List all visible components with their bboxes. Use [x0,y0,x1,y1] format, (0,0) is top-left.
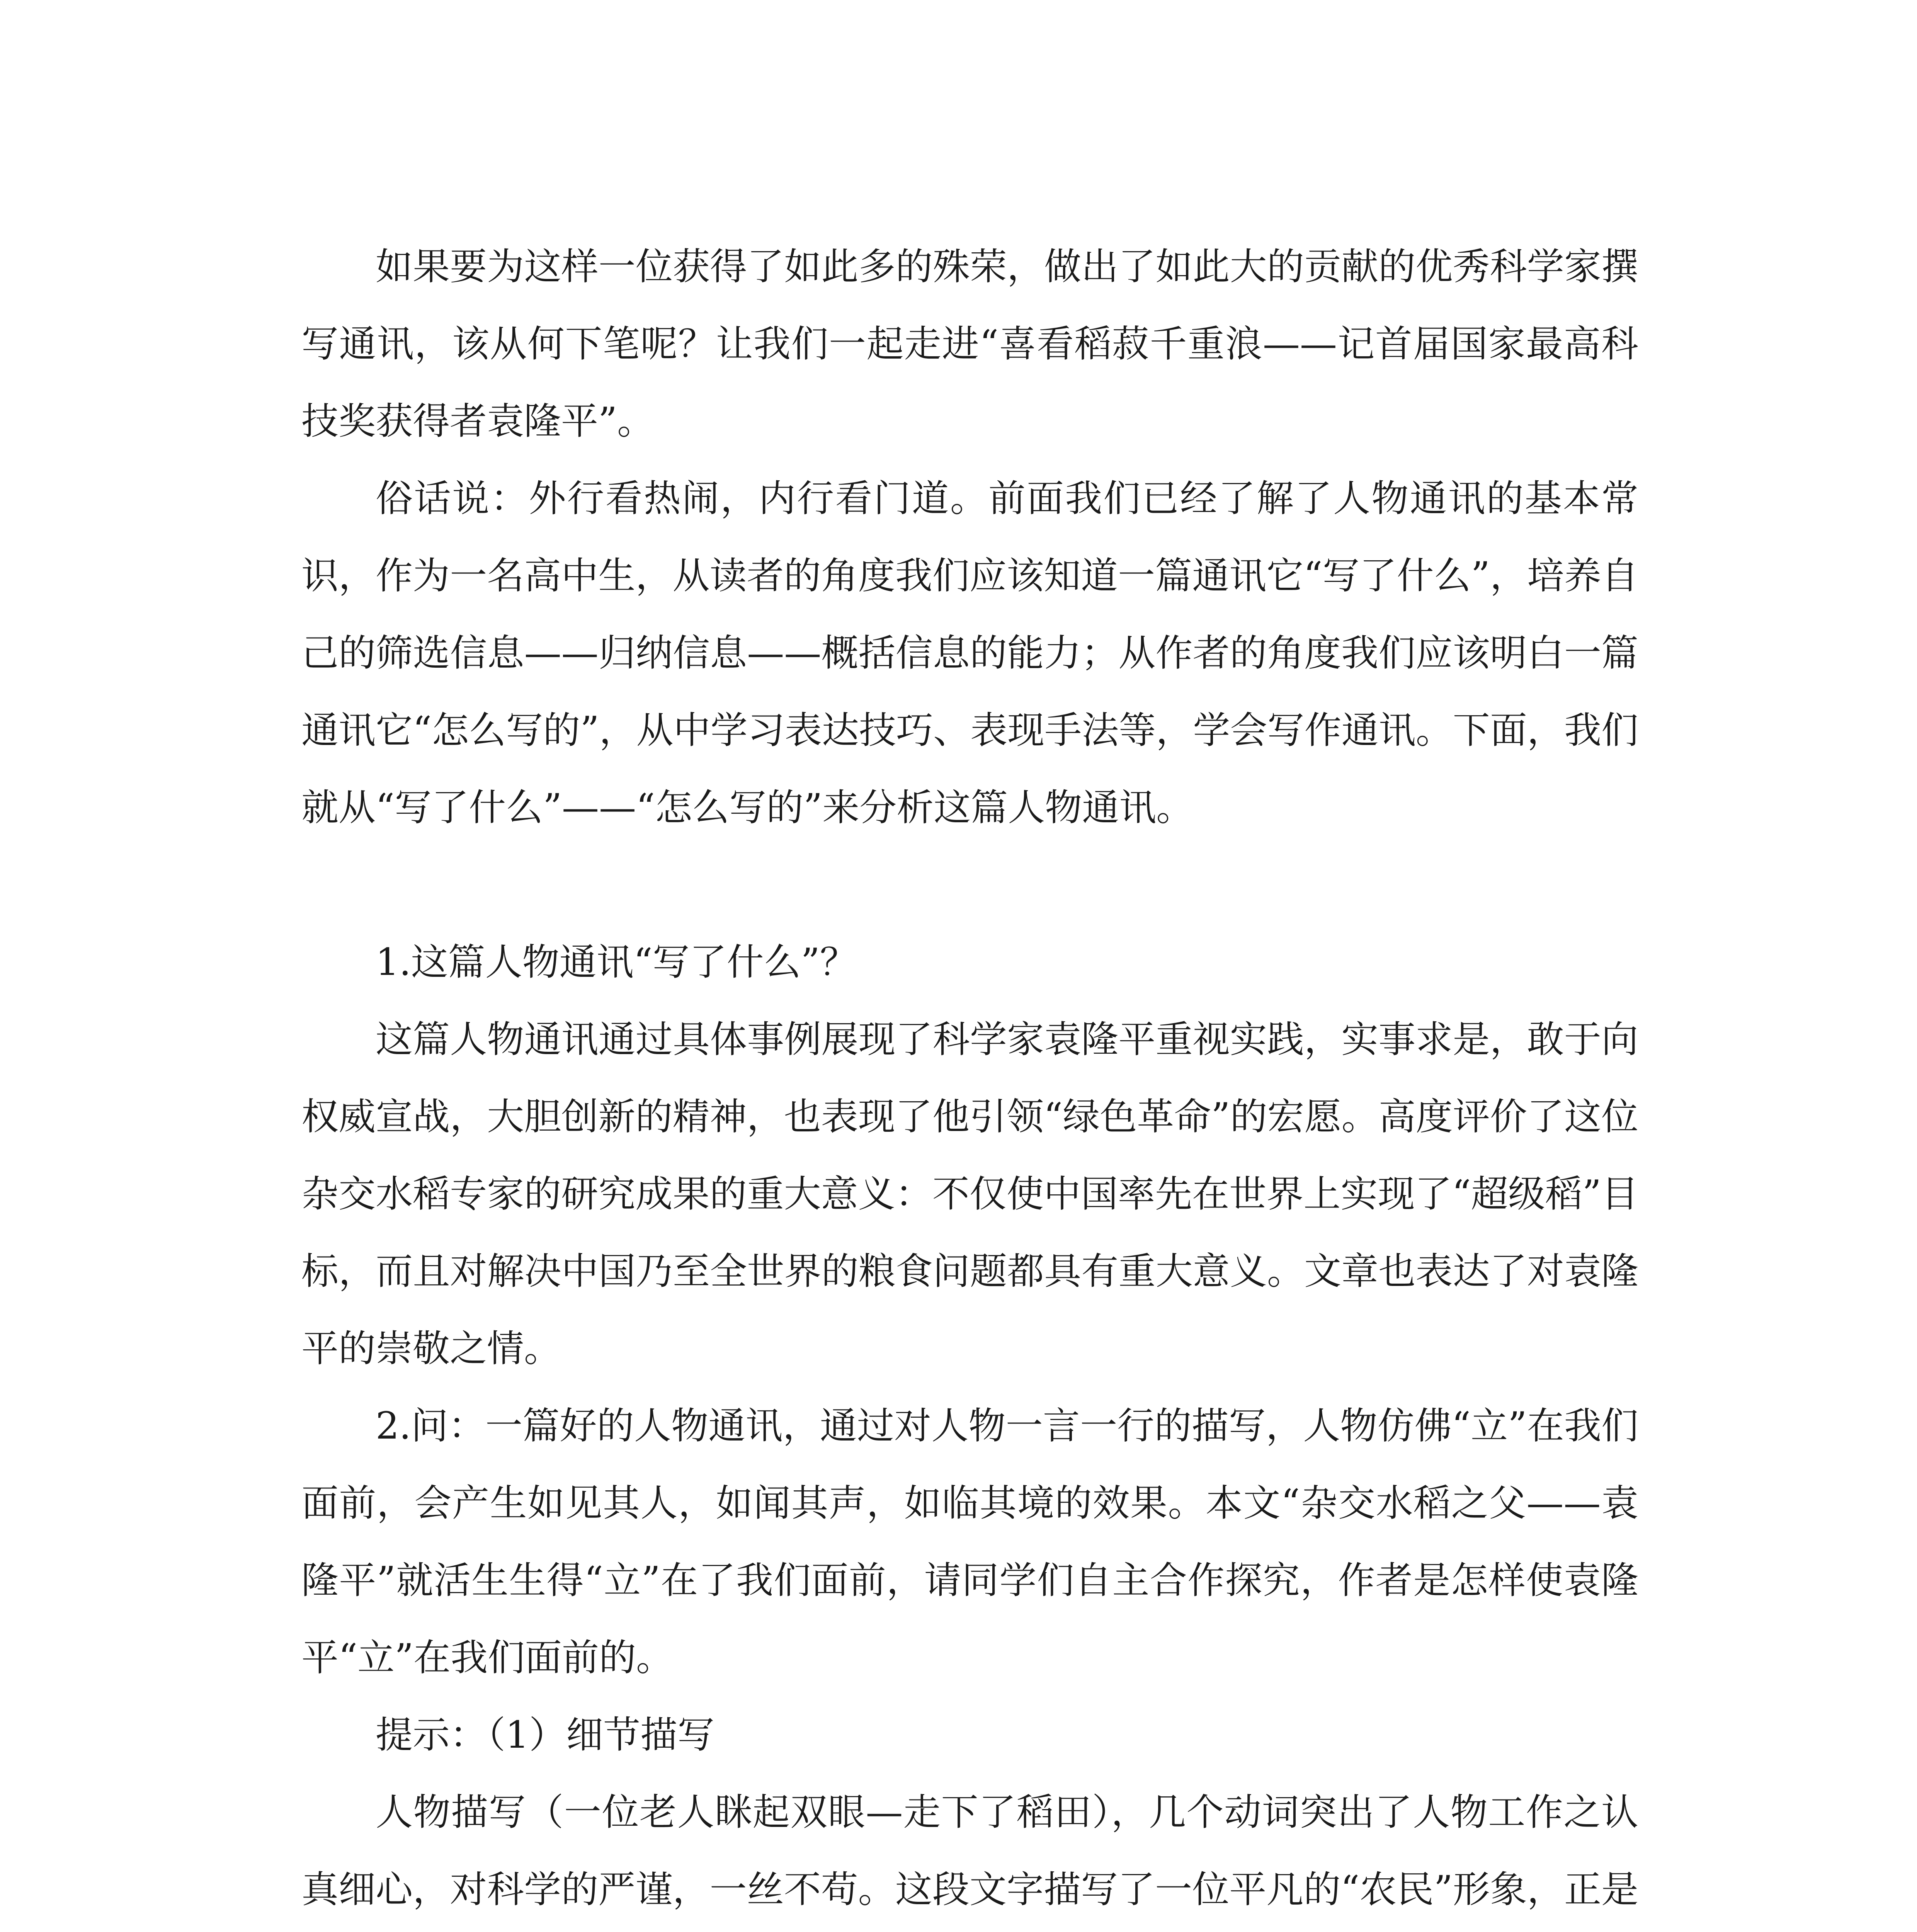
hint-heading: 提示：（1）细节描写 [376,1713,715,1757]
answer-1-paragraph: 这篇人物通讯通过具体事例展现了科学家袁隆平重视实践，实事求是，敢于向权威宣战，大胆创新的精神，也表现了他引领“绿色革命”的宏愿。高度评价了这位杂交水稻专家的研究成果的重大意义：不仅使中国率先在世界上实现了“超级稻”目标，而且对解决中国乃至全世界的粮食问题都具有重大意义。文章也表达了对袁隆平的崇敬之情。 [301,1018,1638,1370]
paragraph-proverb: 俗话说：外行看热闹，内行看门道。前面我们已经了解了人物通讯的基本常识，作为一名高中生，从读者的角度我们应该知道一篇通讯它“写了什么”，培养自己的筛选信息——归纳信息——概括信息的能力；从作者的角度我们应该明白一篇通讯它“怎么写的”，从中学习表达技巧、表现手法等，学会写作通讯。下面，我们就从“写了什么”——“怎么写的”来分析这篇人物通讯。 [301,477,1638,829]
hint-detail-paragraph: 人物描写（一位老人眯起双眼—走下了稻田），几个动词突出了人物工作之认真细心，对科学的严谨，一丝不苟。这段文字描写了一位平凡的“农民”形象，正是 [301,1791,1638,1911]
paragraph-intro: 如果要为这样一位获得了如此多的殊荣，做出了如此大的贡献的优秀科学家撰写通讯，该从何下笔呢？让我们一起走进“喜看稻菽千重浪——记首届国家最高科技奖获得者袁隆平”。 [301,245,1638,443]
question-1-heading: 1.这篇人物通讯“写了什么”？ [376,940,857,984]
document-body [301,228,1638,1932]
question-2-paragraph: 2.问：一篇好的人物通讯，通过对人物一言一行的描写，人物仿佛“立”在我们面前，会产生如见其人，如闻其声，如临其境的效果。本文“杂交水稻之父——袁隆平”就活生生得“立”在了我们面前，请同学们自主合作探究，作者是怎样使袁隆平“立”在我们面前的。 [301,1404,1638,1679]
